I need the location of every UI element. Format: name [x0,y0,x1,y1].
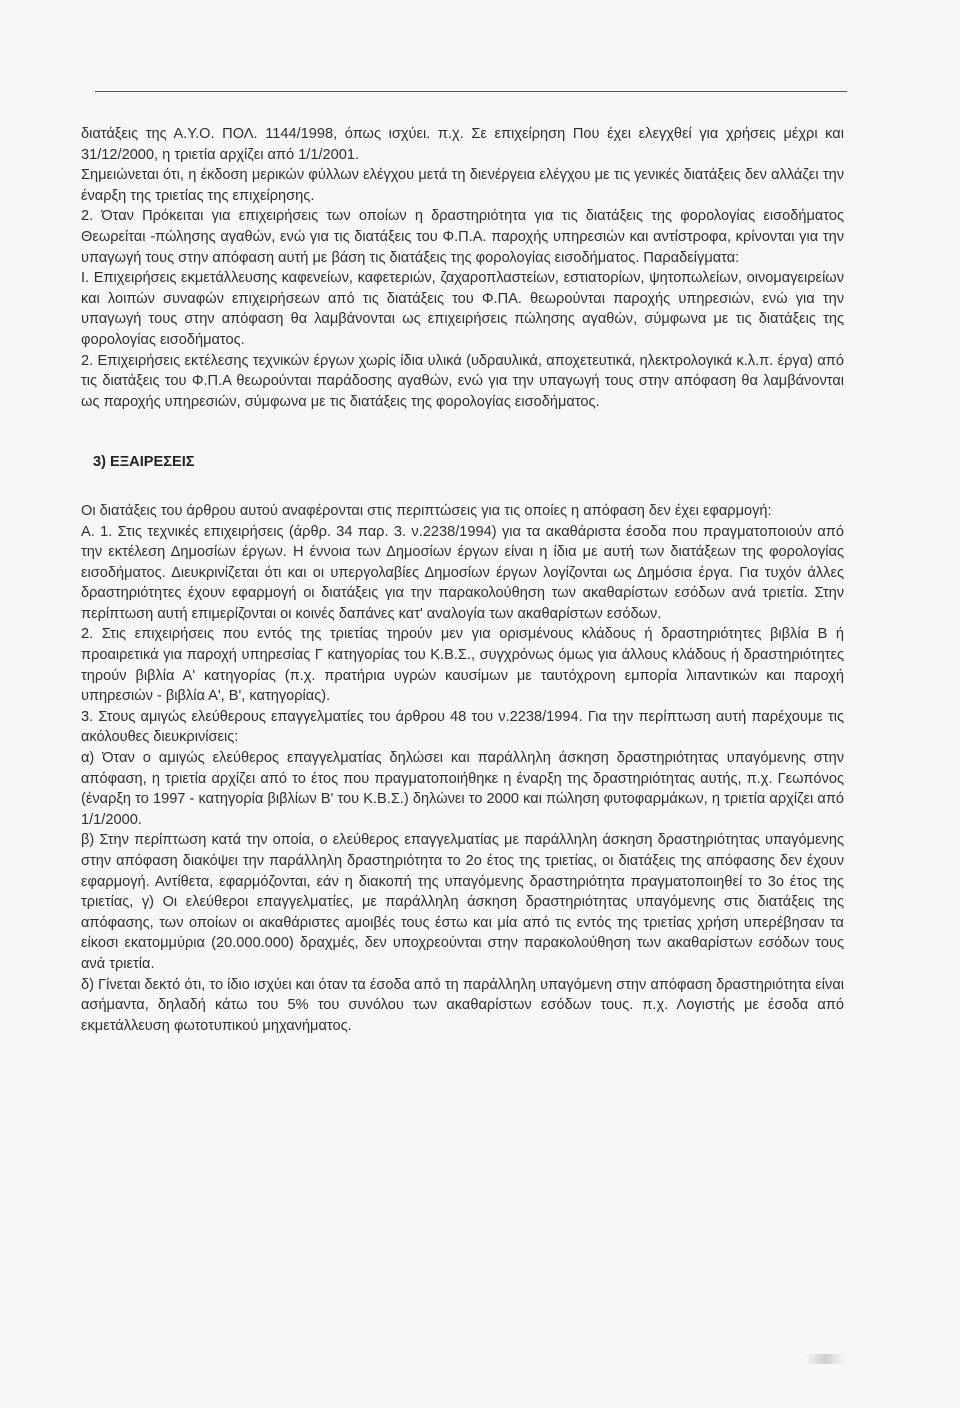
header-rule [95,91,847,92]
paragraph: 3. Στους αμιγώς ελεύθερους επαγγελματίες του άρθρου 48 του ν.2238/1994. Για την περίπτωση αυτή παρέχουμε τις ακόλουθες διευκρινίσεις: [81,708,844,746]
paragraph: Ι. Επιχειρήσεις εκμετάλλευσης καφενείων, καφετεριών, ζαχαροπλαστείων, εστιατορίων, ψητοπωλείων, οινομαγειρείων και λοιπών συναφών επιχειρήσεων από τις διατάξεις του Φ.ΠΑ. θεωρούνται παροχής υπηρεσιών, ενώ για την υπαγωγή τους στην απόφαση θα λαμβάνονται ως επιχειρήσεις πώλησης αγαθών, σύμφωνα με τις διατάξεις της φορολογίας εισοδήματος. [81,270,844,348]
paragraph: Οι διατάξεις του άρθρου αυτού αναφέρονται στις περιπτώσεις για τις οποίες η απόφαση δεν έχει εφαρμογή: [81,502,772,519]
paragraph: 2. Όταν Πρόκειται για επιχειρήσεις των οποίων η δραστηριότητα για τις διατάξεις της φορολογίας εισοδήματος Θεωρείται -πώλησης αγαθών, ενώ για τις διατάξεις του Φ.Π.Α. παροχής υπηρεσιών και αντίστροφα, κρίνονται για την υπαγωγή τους στην απόφαση αυτή με βάση τις διατάξεις της φορολογίας εισοδήματος. Παραδείγματα: [81,208,844,266]
paragraph: Α. 1. Στις τεχνικές επιχειρήσεις (άρθρ. 34 παρ. 3. ν.2238/1994) για τα ακαθάριστα έσοδα που πραγματοποιούν από την εκτέλεση Δημοσίων έργων. Η έννοια των Δημοσίων έργων είναι η ίδια με αυτή των διατάξεων της φορολογίας εισοδήματος. Διευκρινίζεται ότι και οι υπεργολαβίες Δημοσίων έργων λογίζονται ως Δημόσια έργα. Για τυχόν άλλες δραστηριότητες έχουν εφαρμογή οι διατάξεις για την παρακολούθηση των ακαθαρίστων εσόδων ανά τριετία. Στην περίπτωση αυτή επιμερίζονται οι κοινές δαπάνες κατ' αναλογία των ακαθαρίστων εσόδων. [81,523,844,622]
document-body [81,124,844,1036]
paragraph: διατάξεις της Α.Υ.Ο. ΠΟΛ. 1144/1998, όπως ισχύει. π.χ. Σε επιχείρηση Που έχει ελεγχθεί για χρήσεις μέχρι και 31/12/2000, η τριετία αρχίζει από 1/1/2001. [81,126,844,163]
paragraph: 2. Επιχειρήσεις εκτέλεσης τεχνικών έργων χωρίς ίδια υλικά (υδραυλικά, αποχετευτικά, ηλεκτρολογικά κ.λ.π. έργα) από τις διατάξεις του Φ.Π.Α θεωρούνται παράδοσης αγαθών, ενώ για την υπαγωγή τους στην απόφαση θα λαμβάνονται ως παροχής υπηρεσιών, σύμφωνα με τις διατάξεις της φορολογίας εισοδήματος. [81,352,844,410]
scan-smudge [805,1354,845,1364]
paragraph: β) Στην περίπτωση κατά την οποία, ο ελεύθερος επαγγελματίας με παράλληλη άσκηση δραστηριότητας υπαγόμενης στην απόφαση διακόψει την παράλληλη δραστηριότητα το 2ο έτος της τριετίας, οι διατάξεις της απόφασης δεν έχουν εφαρμογή. Αντίθετα, εφαρμόζονται, εάν η διακοπή της υπαγόμενης δραστηριότητα πραγματοποιηθεί το 3ο έτος της τριετίας, γ) Οι ελεύθεροι επαγγελματίες, με παράλληλη άσκηση δραστηριότητας υπαγόμενης στις διατάξεις της απόφασης, των οποίων οι ακαθάριστες αμοιβές τους έστω και μία από τις εντός της τριετίας χρήση υπερέβησαν τα είκοσι εκατομμύρια (20.000.000) δραχμές, δεν υποχρεούνται στην παρακολούθηση των ακαθαρίστων εσόδων τους ανά τριετία. [81,832,844,972]
section-heading: 3) ΕΞΑΙΡΕΣΕΙΣ [93,454,195,471]
paragraph: 2. Στις επιχειρήσεις που εντός της τριετίας τηρούν μεν για ορισμένους κλάδους ή δραστηριότητες βιβλία Β ή προαιρετικά για παροχή υπηρεσίας Γ κατηγορίας του Κ.Β.Σ., συγχρόνως όμως για άλλους κλάδους ή δραστηριότητες τηρούν βιβλία Α' κατηγορίας (π.χ. πρατήρια υγρών καυσίμων με ταυτόχρονη εμπορία λιπαντικών και παροχή υπηρεσιών - βιβλία Α', Β', κατηγορίας). [81,626,844,705]
paragraph: α) Όταν ο αμιγώς ελεύθερος επαγγελματίας δηλώσει και παράλληλη άσκηση δραστηριότητας υπαγόμενης στην απόφαση, η τριετία αρχίζει από το έτος που πραγματοποιήθηκε η έναρξη της δραστηριότητας αυτής, π.χ. Γεωπόνος (έναρξη το 1997 - κατηγορία βιβλίων Β' του Κ.Β.Σ.) δηλώνει το 2000 και πώληση φυτοφαρμάκων, η τριετία αρχίζει από 1/1/2000. [81,750,844,828]
paragraph: δ) Γίνεται δεκτό ότι, το ίδιο ισχύει και όταν τα έσοδα από τη παράλληλη υπαγόμενη στην απόφαση δραστηριότητα είναι ασήμαντα, δηλαδή κάτω του 5% του συνόλου των ακαθαρίστων εσόδων τους. π.χ. Λογιστής με έσοδα από εκμετάλλευση φωτοτυπικού μηχανήματος. [81,976,844,1034]
paragraph: Σημειώνεται ότι, η έκδοση μερικών φύλλων ελέγχου μετά τη διενέργεια ελέγχου με τις γενικές διατάξεις δεν αλλάζει την έναρξη της τριετίας της επιχείρησης. [81,167,844,204]
